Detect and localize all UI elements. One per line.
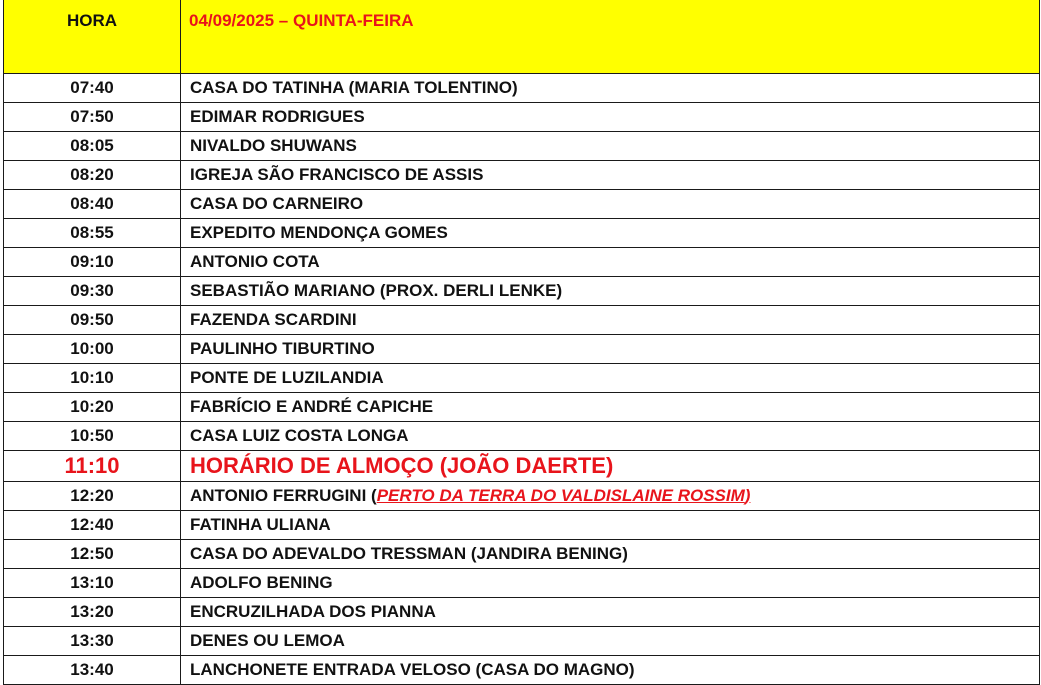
place-name: EDIMAR RODRIGUES	[190, 107, 365, 126]
place-name: CASA DO CARNEIRO	[190, 194, 364, 213]
place-cell	[181, 393, 1040, 422]
time-cell: 08:40	[4, 190, 181, 219]
table-row	[4, 511, 1040, 540]
time-cell: 07:50	[4, 103, 181, 132]
place-cell	[181, 627, 1040, 656]
time-cell: 13:20	[4, 598, 181, 627]
time-cell: 11:10	[4, 451, 181, 482]
table-row	[4, 103, 1040, 132]
place-cell	[181, 74, 1040, 103]
time-cell: 10:50	[4, 422, 181, 451]
schedule-table	[3, 0, 1040, 685]
time-cell: 09:50	[4, 306, 181, 335]
place-cell	[181, 511, 1040, 540]
table-row	[4, 393, 1040, 422]
table-row	[4, 540, 1040, 569]
place-name: LANCHONETE ENTRADA VELOSO (CASA DO MAGNO)	[190, 660, 635, 679]
table-row	[4, 306, 1040, 335]
place-cell	[181, 132, 1040, 161]
time-cell: 13:40	[4, 656, 181, 685]
place-cell	[181, 540, 1040, 569]
place-cell	[181, 451, 1040, 482]
schedule-sheet	[3, 0, 1039, 685]
time-cell: 13:30	[4, 627, 181, 656]
table-row	[4, 569, 1040, 598]
place-note: PERTO DA TERRA DO VALDISLAINE ROSSIM	[376, 486, 745, 505]
time-cell: 12:40	[4, 511, 181, 540]
time-cell: 08:05	[4, 132, 181, 161]
place-name: FABRÍCIO E ANDRÉ CAPICHE	[190, 397, 434, 416]
table-row	[4, 627, 1040, 656]
place-name: DENES OU LEMOA	[190, 631, 345, 650]
place-name: FAZENDA SCARDINI	[190, 310, 357, 329]
table-row	[4, 598, 1040, 627]
table-row	[4, 248, 1040, 277]
place-name: IGREJA SÃO FRANCISCO DE ASSIS	[190, 165, 484, 184]
place-cell: ANTONIO FERRUGINI (PERTO DA TERRA DO VALDISLAINE ROSSIM)	[181, 482, 1040, 511]
table-row	[4, 161, 1040, 190]
place-cell	[181, 161, 1040, 190]
place-cell	[181, 306, 1040, 335]
date-header: 04/09/2025 – QUINTA-FEIRA	[181, 0, 1040, 74]
place-name: EXPEDITO MENDONÇA GOMES	[190, 223, 448, 242]
place-cell	[181, 656, 1040, 685]
table-row	[4, 74, 1040, 103]
table-row	[4, 335, 1040, 364]
place-name: ANTONIO COTA	[190, 252, 320, 271]
table-row	[4, 132, 1040, 161]
time-cell: 12:20	[4, 482, 181, 511]
time-cell: 12:50	[4, 540, 181, 569]
table-row	[4, 219, 1040, 248]
table-row	[4, 482, 1040, 511]
place-name: ANTONIO FERRUGINI	[190, 486, 367, 505]
place-cell	[181, 190, 1040, 219]
table-row	[4, 364, 1040, 393]
place-name: CASA DO ADEVALDO TRESSMAN (JANDIRA BENING)	[190, 544, 628, 563]
time-cell: 10:00	[4, 335, 181, 364]
place-name: CASA DO TATINHA (MARIA TOLENTINO)	[190, 78, 518, 97]
header-row	[4, 0, 1040, 74]
table-row	[4, 277, 1040, 306]
place-name: FATINHA ULIANA	[190, 515, 331, 534]
time-cell: 07:40	[4, 74, 181, 103]
lunch-row	[4, 451, 1040, 482]
place-cell	[181, 219, 1040, 248]
hora-header: HORA	[4, 0, 181, 74]
place-name: PONTE DE LUZILANDIA	[190, 368, 384, 387]
place-name: ENCRUZILHADA DOS PIANNA	[190, 602, 436, 621]
time-cell: 09:30	[4, 277, 181, 306]
place-cell	[181, 569, 1040, 598]
place-cell	[181, 103, 1040, 132]
place-name: HORÁRIO DE ALMOÇO (JOÃO DAERTE)	[190, 453, 614, 478]
table-row	[4, 656, 1040, 685]
place-cell	[181, 364, 1040, 393]
place-cell	[181, 422, 1040, 451]
place-name: PAULINHO TIBURTINO	[190, 339, 375, 358]
place-name: CASA LUIZ COSTA LONGA	[190, 426, 409, 445]
time-cell: 10:10	[4, 364, 181, 393]
place-name: SEBASTIÃO MARIANO (PROX. DERLI LENKE)	[190, 281, 563, 300]
table-row	[4, 190, 1040, 219]
time-cell: 08:20	[4, 161, 181, 190]
place-cell	[181, 277, 1040, 306]
place-name: ADOLFO BENING	[190, 573, 333, 592]
time-cell: 13:10	[4, 569, 181, 598]
time-cell: 10:20	[4, 393, 181, 422]
time-cell: 09:10	[4, 248, 181, 277]
place-cell	[181, 335, 1040, 364]
place-cell	[181, 248, 1040, 277]
table-row	[4, 422, 1040, 451]
time-cell: 08:55	[4, 219, 181, 248]
place-name: NIVALDO SHUWANS	[190, 136, 357, 155]
place-cell	[181, 598, 1040, 627]
